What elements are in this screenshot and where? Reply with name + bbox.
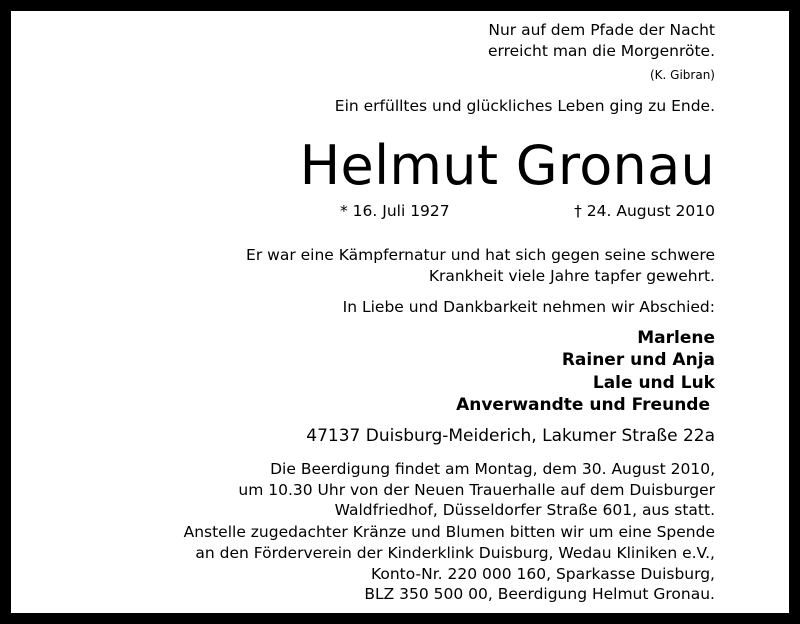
quote-author: (K. Gibran) (649, 68, 715, 82)
donation-line-2: an den Förderverein der Kinderklink Duisburg, Wedau Kliniken e.V., (195, 544, 715, 562)
funeral-line-1: Die Beerdigung findet am Montag, dem 30. August 2010, (270, 460, 715, 478)
intro-text: Ein erfülltes und glückliches Leben ging zu Ende. (334, 97, 715, 115)
quote-line-2: erreicht man die Morgenröte. (487, 42, 715, 60)
funeral-line-2: um 10.30 Uhr von der Neuen Trauerhalle auf dem Duisburger (238, 481, 715, 499)
quote-line-1: Nur auf dem Pfade der Nacht (488, 21, 715, 39)
donation-line-4: BLZ 350 500 00, Beerdigung Helmut Gronau. (364, 585, 715, 603)
donation-line-3: Konto-Nr. 220 000 160, Sparkasse Duisburg, (370, 565, 715, 583)
farewell-text: In Liebe und Dankbarkeit nehmen wir Abschied: (342, 298, 715, 316)
funeral-line-3: Waldfriedhof, Düsseldorfer Straße 601, aus statt. (334, 501, 715, 519)
tribute-line-1: Er war eine Kämpfernatur und hat sich gegen seine schwere (246, 246, 715, 264)
family-member-3: Lale und Luk (592, 373, 715, 393)
address: 47137 Duisburg-Meiderich, Lakumer Straße 22a (306, 426, 715, 446)
deceased-name: Helmut Gronau (299, 134, 715, 197)
family-member-2: Rainer und Anja (561, 350, 715, 370)
tribute-line-2: Krankheit viele Jahre tapfer gewehrt. (428, 267, 715, 285)
family-member-1: Marlene (637, 328, 715, 348)
family-member-4: Anverwandte und Freunde (456, 395, 710, 415)
donation-line-1: Anstelle zugedachter Kränze und Blumen bitten wir um eine Spende (183, 523, 715, 541)
death-date: † 24. August 2010 (574, 202, 715, 220)
birth-date: * 16. Juli 1927 (340, 202, 450, 220)
